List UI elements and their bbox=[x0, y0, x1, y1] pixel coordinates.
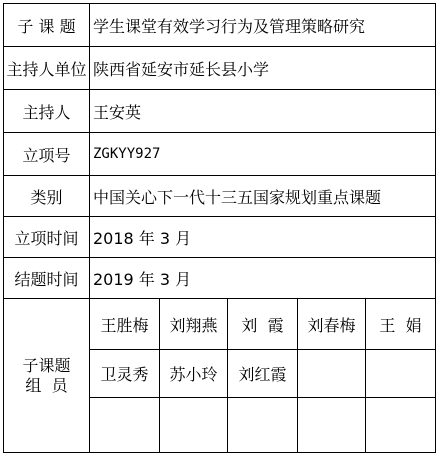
member-cell bbox=[366, 398, 435, 452]
member-cell bbox=[90, 398, 159, 452]
label-host: 主持人 bbox=[22, 102, 71, 122]
member-cell: 王胜梅 bbox=[100, 315, 149, 335]
member-cell bbox=[228, 398, 297, 452]
member-cell bbox=[366, 350, 435, 397]
member-cell: 卫灵秀 bbox=[100, 365, 149, 384]
label-members bbox=[4, 299, 89, 452]
member-cell: 王 娟 bbox=[379, 315, 422, 335]
label-end-date: 结题时间 bbox=[14, 269, 79, 289]
label-subproject: 子 课 题 bbox=[17, 16, 76, 36]
value-host: 王安英 bbox=[93, 102, 142, 122]
value-start-date: 2018 年 3 月 bbox=[93, 228, 192, 248]
label-members-line1: 子课题 bbox=[22, 355, 71, 375]
member-cell: 刘春梅 bbox=[307, 315, 356, 335]
member-cell bbox=[160, 398, 227, 452]
member-cell: 刘翔燕 bbox=[169, 315, 218, 335]
member-cell: 刘 霞 bbox=[241, 315, 284, 335]
value-category: 中国关心下一代十三五国家规划重点课题 bbox=[93, 187, 382, 207]
project-info-table bbox=[3, 3, 436, 453]
member-cell bbox=[298, 398, 365, 452]
label-host-unit: 主持人单位 bbox=[6, 59, 87, 79]
member-cell: 刘红霞 bbox=[238, 365, 287, 384]
table-border-bottom bbox=[3, 452, 436, 453]
member-cell: 苏小玲 bbox=[169, 365, 218, 384]
label-project-number: 立项号 bbox=[22, 145, 71, 165]
member-cell bbox=[298, 350, 365, 397]
value-project-number: ZGKYY927 bbox=[93, 146, 161, 162]
label-members-line2: 组 员 bbox=[25, 375, 68, 395]
label-category: 类别 bbox=[30, 187, 63, 207]
label-start-date: 立项时间 bbox=[14, 228, 79, 248]
value-subproject-title: 学生课堂有效学习行为及管理策略研究 bbox=[93, 16, 366, 36]
value-host-unit: 陕西省延安市延长县小学 bbox=[93, 59, 270, 79]
value-end-date: 2019 年 3 月 bbox=[93, 269, 192, 289]
table-border-right bbox=[435, 3, 436, 453]
